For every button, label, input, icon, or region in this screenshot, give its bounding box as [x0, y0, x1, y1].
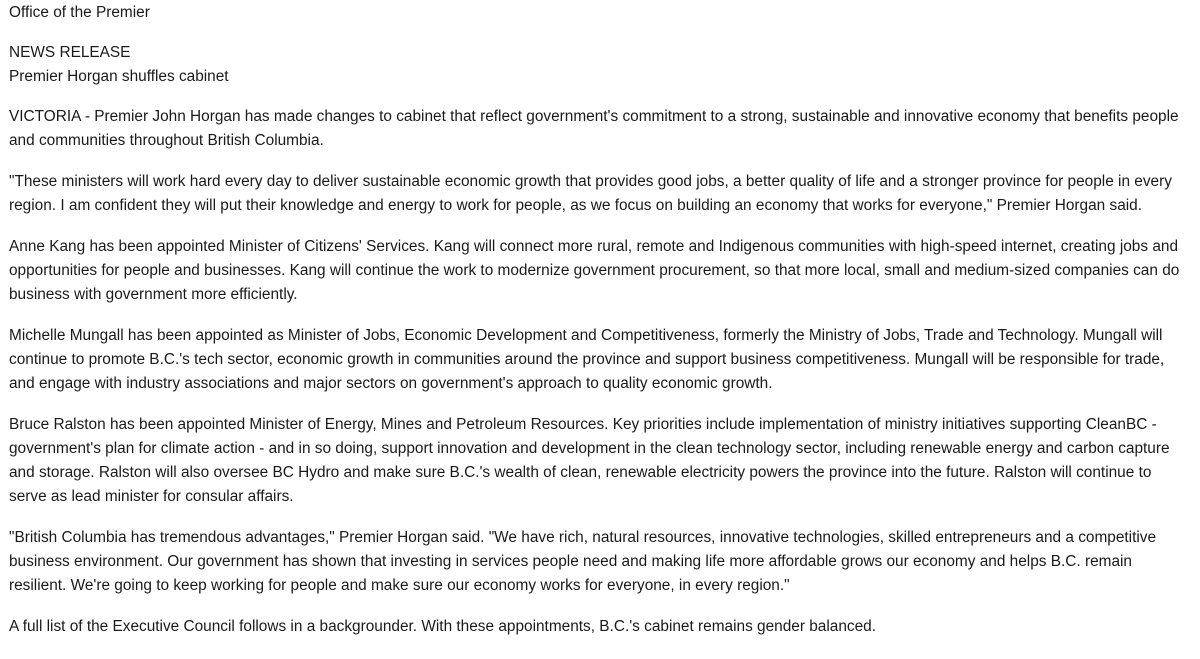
paragraph-michelle-mungall: Michelle Mungall has been appointed as Minister of Jobs, Economic Development and Competitiveness, formerly the Ministry of Jobs, Trade and Technology. Mungall will continue to promote B.C.'s tech sector, economic growth in communities around the province and support business competitiveness. Mungall will be responsible for trade, and engage with industry associations and major sectors on government's approach to quality economic growth. [9, 327, 1165, 392]
office-name: Office of the Premier [9, 4, 150, 21]
release-heading [9, 41, 1191, 89]
paragraph-backgrounder-note: A full list of the Executive Council follows in a backgrounder. With these appointments, B.C.'s cabinet remains gender balanced. [9, 618, 876, 635]
paragraph-premier-quote-1: "These ministers will work hard every day to deliver sustainable economic growth that provides good jobs, a better quality of life and a stronger province for people in every region. I am confident they will put their knowledge and energy to work for people, as we focus on building an economy that works for everyone," Premier Horgan said. [9, 173, 1172, 214]
paragraph-premier-quote-2: "British Columbia has tremendous advantages," Premier Horgan said. "We have rich, natural resources, innovative technologies, skilled entrepreneurs and a competitive business environment. Our government has shown that investing in services people need and making life more affordable grows our economy and helps B.C. remain resilient. We're going to keep working for people and make sure our economy works for everyone, in every region." [9, 529, 1157, 594]
paragraph-anne-kang: Anne Kang has been appointed Minister of Citizens' Services. Kang will connect more rural, remote and Indigenous communities with high-speed internet, creating jobs and opportunities for people and businesses. Kang will continue the work to modernize government procurement, so that more local, small and medium-sized companies can do business with government more efficiently. [9, 238, 1180, 303]
paragraph-dateline: VICTORIA - Premier John Horgan has made changes to cabinet that reflect government's commitment to a strong, sustainable and innovative economy that benefits people and communities throughout British Columbia. [9, 108, 1179, 149]
release-body [9, 105, 1191, 639]
paragraph-bruce-ralston: Bruce Ralston has been appointed Minister of Energy, Mines and Petroleum Resources. Key priorities include implementation of ministry initiatives supporting CleanBC - government's plan for climate action - and in so doing, support innovation and development in the clean technology sector, including renewable energy and carbon capture and storage. Ralston will also oversee BC Hydro and make sure B.C.'s wealth of clean, renewable electricity powers the province into the future. Ralston will continue to serve as lead minister for consular affairs. [9, 416, 1170, 505]
release-type: NEWS RELEASE [9, 44, 131, 61]
release-headline: Premier Horgan shuffles cabinet [9, 68, 229, 85]
